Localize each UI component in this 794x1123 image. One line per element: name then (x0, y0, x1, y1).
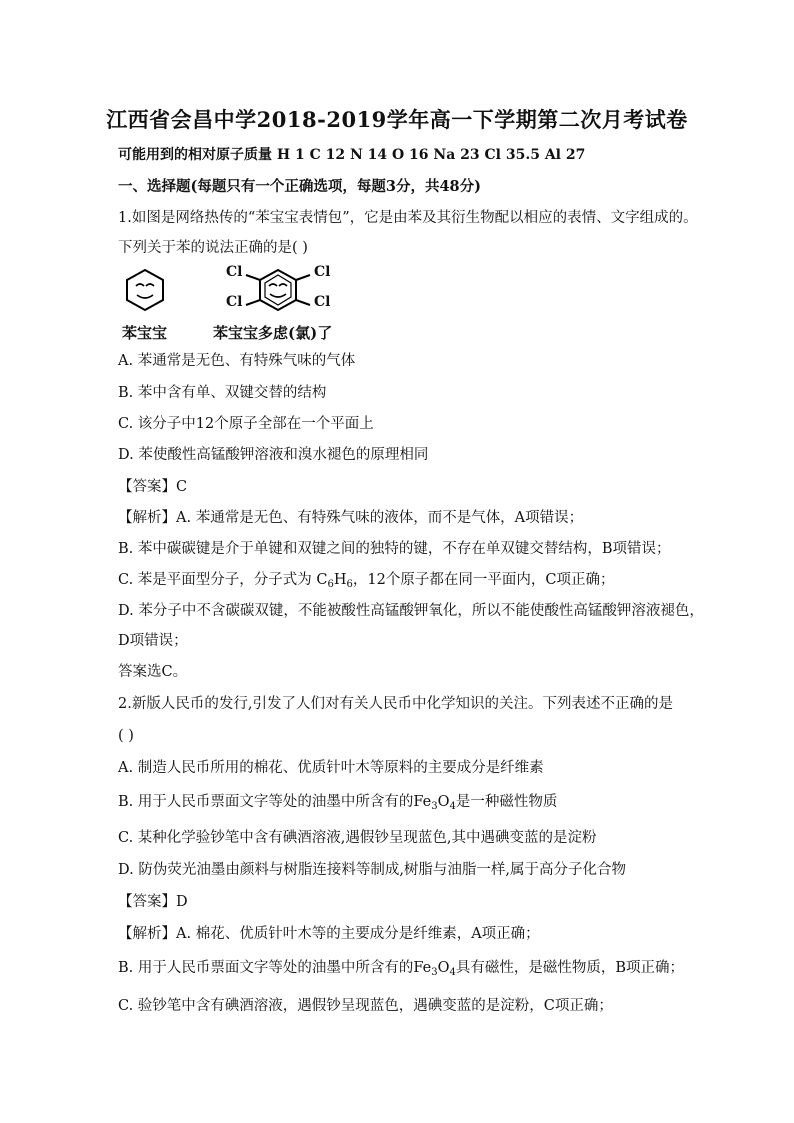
q2-option-b: B. 用于人民币票面文字等处的油墨中所含有的$Fe_3O_4$是一种磁性物质 (118, 794, 558, 812)
cl-label-bottom-right: Cl (314, 294, 331, 310)
figure-caption-tetrachloro: 苯宝宝多虑(氯)了 (213, 324, 333, 342)
q1-answer: 【答案】C (118, 479, 188, 495)
page-title: 江西省会昌中学2018-2019学年高一下学期第二次月考试卷 (106, 107, 688, 132)
q1-analysis-d-line1: D. 苯分子中不含碳碳双键，不能被酸性高锰酸钾氧化，所以不能使酸性高锰酸钾溶液褪色， (118, 603, 704, 619)
q2-analysis-a: 【解析】A. 棉花、优质针叶木等的主要成分是纤维素，A项正确； (118, 926, 540, 942)
q2-stem-line2: ( ) (118, 728, 134, 744)
q1-analysis-a: 【解析】A. 苯通常是无色、有特殊气味的液体，而不是气体，A项错误； (118, 510, 584, 526)
q1-analysis-d-line2: D项错误； (118, 633, 188, 649)
q2-option-a: A. 制造人民币所用的棉花、优质针叶木等原料的主要成分是纤维素 (118, 760, 544, 776)
q1-stem-line2: 下列关于苯的说法正确的是( ) (118, 240, 308, 256)
tetrachlorobenzene-molecule (246, 270, 310, 310)
q2-analysis-b: B. 用于人民币票面文字等处的油墨中所含有的$Fe_3O_4$具有磁性，是磁性物质，B项正确； (118, 960, 685, 978)
figure-caption-benzene: 苯宝宝 (122, 324, 168, 342)
q1-conclusion: 答案选C。 (118, 664, 188, 680)
q1-option-c: C. 该分子中12个原子全部在一个平面上 (118, 416, 374, 432)
cl-label-bottom-left: Cl (226, 294, 243, 310)
q1-option-d: D. 苯使酸性高锰酸钾溶液和溴水褪色的原理相同 (118, 447, 429, 463)
cl-label-top-right: Cl (314, 264, 331, 280)
benzene-molecule (127, 270, 163, 310)
q1-analysis-c: C. 苯是平面型分子，分子式为 $C_6H_6$，12个原子都在同一平面内，C项正确； (118, 572, 615, 590)
cl-label-top-left: Cl (226, 264, 243, 280)
q2-answer: 【答案】D (118, 894, 188, 910)
atomic-masses: 可能用到的相对原子质量 H 1 C 12 N 14 O 16 Na 23 Cl 35.5 Al 27 (118, 147, 586, 163)
q2-analysis-c: C. 验钞笔中含有碘酒溶液，遇假钞呈现蓝色，遇碘变蓝的是淀粉，C项正确； (118, 998, 613, 1014)
q1-analysis-b: B. 苯中碳碳键是介于单键和双键之间的独特的键，不存在单双键交替结构，B项错误； (118, 541, 671, 557)
q2-stem-line1: 2.新版人民币的发行,引发了人们对有关人民币中化学知识的关注。下列表述不正确的是 (118, 696, 673, 712)
section-heading: 一、选择题(每题只有一个正确选项，每题3分，共48分) (118, 178, 481, 195)
q1-option-b: B. 苯中含有单、双键交替的结构 (118, 385, 327, 401)
benzene-structures (118, 262, 378, 322)
q2-option-d: D. 防伪荧光油墨由颜料与树脂连接料等制成,树脂与油脂一样,属于高分子化合物 (118, 862, 627, 878)
q1-option-a: A. 苯通常是无色、有特殊气味的气体 (118, 353, 356, 369)
q1-stem-line1: 1.如图是网络热传的“苯宝宝表情包”，它是由苯及其衍生物配以相应的表情、文字组成的。 (118, 210, 698, 226)
benzene-figure (118, 262, 378, 346)
q2-option-c: C. 某种化学验钞笔中含有碘酒溶液,遇假钞呈现蓝色,其中遇碘变蓝的是淀粉 (118, 830, 597, 846)
